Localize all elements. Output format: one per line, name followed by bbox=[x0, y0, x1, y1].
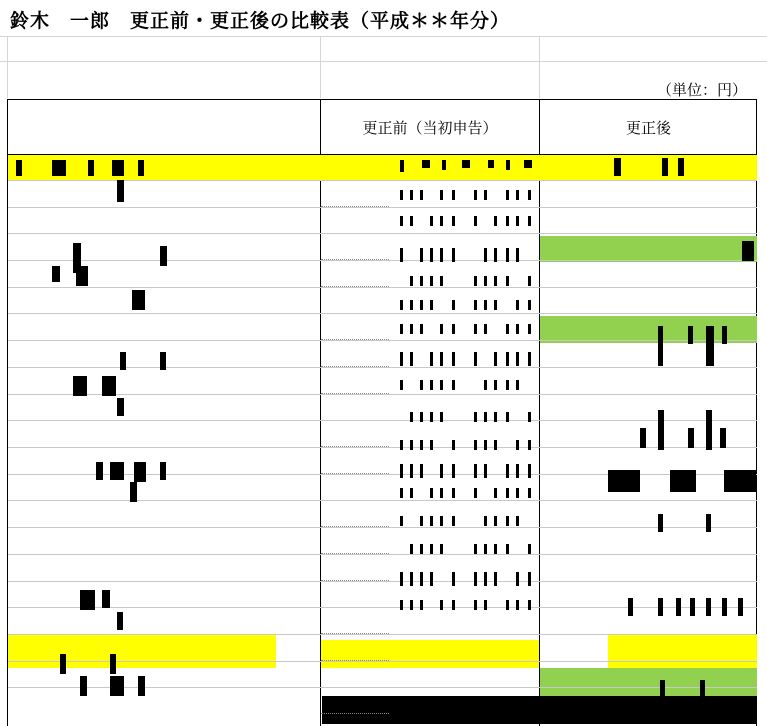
redacted-digit bbox=[516, 248, 519, 262]
redacted-digit bbox=[400, 324, 403, 334]
redacted-digit bbox=[528, 216, 531, 226]
redacted-digit bbox=[410, 300, 413, 310]
redacted-digit bbox=[452, 440, 455, 450]
redacted-digit bbox=[494, 544, 497, 554]
redacted-digit bbox=[516, 300, 519, 310]
redacted-digit bbox=[474, 300, 477, 310]
redacted-digit bbox=[452, 380, 455, 390]
redacted-digit bbox=[494, 516, 497, 526]
redacted-digit bbox=[440, 544, 443, 554]
redacted-digit bbox=[506, 516, 509, 526]
redacted-digit bbox=[474, 600, 477, 610]
redacted-digit bbox=[494, 352, 497, 366]
redacted-digit bbox=[484, 380, 487, 390]
redacted-digit bbox=[452, 248, 455, 262]
redacted-digit bbox=[474, 216, 477, 226]
redacted-digit bbox=[484, 324, 487, 334]
redacted-digit bbox=[410, 412, 413, 422]
redacted-digit bbox=[516, 380, 519, 390]
redacted-digit bbox=[410, 216, 413, 226]
redacted-digit bbox=[484, 248, 487, 262]
redacted-digit bbox=[420, 600, 423, 610]
redacted-digit bbox=[474, 488, 477, 498]
redacted-digit bbox=[430, 248, 433, 262]
redacted-digit bbox=[474, 324, 477, 334]
redacted-digit bbox=[420, 572, 423, 586]
redacted-digit bbox=[516, 440, 519, 450]
redacted-digit bbox=[420, 440, 423, 450]
redacted-digit bbox=[506, 216, 509, 226]
header-after: 更正後 bbox=[625, 118, 671, 137]
redacted-digit bbox=[452, 352, 455, 366]
redacted-digit bbox=[528, 464, 531, 478]
redacted-digit bbox=[440, 216, 443, 226]
redacted-digit bbox=[430, 412, 433, 422]
redacted-digit bbox=[528, 600, 531, 610]
redacted-digit bbox=[516, 352, 519, 366]
redacted-digit bbox=[420, 276, 423, 286]
redacted-digit bbox=[484, 516, 487, 526]
redacted-digit bbox=[452, 600, 455, 610]
redacted-digit bbox=[430, 488, 433, 498]
redacted-digit bbox=[400, 248, 403, 262]
redacted-digit bbox=[400, 440, 403, 450]
redacted-digit bbox=[528, 412, 531, 422]
redacted-digit bbox=[494, 248, 497, 262]
redacted-digit bbox=[484, 600, 487, 610]
redacted-digit bbox=[516, 324, 519, 334]
redacted-digit bbox=[516, 516, 519, 526]
redacted-digit bbox=[410, 352, 413, 366]
redacted-digit bbox=[440, 276, 443, 286]
redacted-digit bbox=[494, 276, 497, 286]
redacted-digit bbox=[528, 190, 531, 200]
redacted-digit bbox=[410, 440, 413, 450]
redacted-digit bbox=[400, 600, 403, 610]
redacted-digit bbox=[452, 190, 455, 200]
redacted-digit bbox=[484, 412, 487, 422]
redacted-digit bbox=[410, 488, 413, 498]
redacted-digit bbox=[430, 516, 433, 526]
redacted-digit bbox=[506, 190, 509, 200]
redacted-digit bbox=[474, 276, 477, 286]
redacted-digit bbox=[440, 516, 443, 526]
redacted-digit bbox=[430, 440, 433, 450]
redacted-digit bbox=[516, 572, 519, 586]
redacted-digit bbox=[400, 516, 403, 526]
redacted-digit bbox=[420, 248, 423, 262]
redacted-digit bbox=[474, 352, 477, 366]
redacted-digit bbox=[430, 380, 433, 390]
redacted-digit bbox=[506, 464, 509, 478]
redacted-digit bbox=[484, 190, 487, 200]
redacted-digit bbox=[420, 464, 423, 478]
redacted-digit bbox=[440, 190, 443, 200]
redacted-digit bbox=[400, 216, 403, 226]
redacted-digit bbox=[430, 572, 433, 586]
redacted-digit bbox=[440, 248, 443, 262]
redacted-digit bbox=[452, 516, 455, 526]
redacted-digit bbox=[420, 516, 423, 526]
redacted-digit bbox=[430, 352, 433, 366]
redacted-digit bbox=[506, 488, 509, 498]
document-title: 鈴木 一郎 更正前・更正後の比較表（平成＊＊年分） bbox=[10, 10, 511, 32]
redacted-digit bbox=[494, 488, 497, 498]
redacted-digit bbox=[400, 190, 403, 200]
redacted-digit bbox=[506, 352, 509, 366]
redacted-digit bbox=[528, 352, 531, 366]
redacted-digit bbox=[516, 488, 519, 498]
redacted-digit bbox=[410, 600, 413, 610]
redacted-digit bbox=[440, 324, 443, 334]
redacted-digit bbox=[430, 216, 433, 226]
redacted-digit bbox=[452, 488, 455, 498]
redacted-digit bbox=[494, 412, 497, 422]
redacted-digit bbox=[430, 276, 433, 286]
redacted-digit bbox=[506, 324, 509, 334]
redacted-digit bbox=[494, 440, 497, 450]
redacted-digit bbox=[452, 216, 455, 226]
redacted-digit bbox=[410, 544, 413, 554]
redacted-digit bbox=[506, 544, 509, 554]
redacted-digit bbox=[440, 412, 443, 422]
redacted-digit bbox=[400, 488, 403, 498]
redacted-digit bbox=[420, 412, 423, 422]
redacted-digit bbox=[484, 300, 487, 310]
redacted-digit bbox=[400, 572, 403, 586]
redacted-digit bbox=[506, 600, 509, 610]
redacted-digit bbox=[452, 572, 455, 586]
redacted-digit bbox=[516, 216, 519, 226]
redacted-digit bbox=[452, 464, 455, 478]
redacted-digit bbox=[420, 324, 423, 334]
redacted-digit bbox=[420, 380, 423, 390]
redacted-digit bbox=[440, 600, 443, 610]
unit-label: （単位：円） bbox=[656, 81, 747, 99]
redacted-digit bbox=[400, 352, 403, 366]
redacted-digit bbox=[400, 380, 403, 390]
redacted-digit bbox=[410, 276, 413, 286]
redacted-digit bbox=[400, 464, 403, 478]
redacted-digit bbox=[474, 412, 477, 422]
redacted-digit bbox=[528, 324, 531, 334]
redacted-digit bbox=[452, 300, 455, 310]
redacted-digit bbox=[528, 440, 531, 450]
redacted-digit bbox=[474, 440, 477, 450]
redacted-digit bbox=[440, 464, 443, 478]
redacted-digit bbox=[410, 324, 413, 334]
redacted-digit bbox=[528, 300, 531, 310]
redacted-digit bbox=[528, 488, 531, 498]
redacted-digit bbox=[494, 300, 497, 310]
redacted-digit bbox=[440, 380, 443, 390]
redacted-digit bbox=[528, 572, 531, 586]
redacted-digit bbox=[484, 464, 487, 478]
redacted-digit bbox=[494, 380, 497, 390]
redacted-digit bbox=[506, 412, 509, 422]
redacted-digit bbox=[420, 544, 423, 554]
redacted-digit bbox=[484, 572, 487, 586]
redacted-digit bbox=[474, 190, 477, 200]
redacted-digit bbox=[506, 248, 509, 262]
redacted-digit bbox=[474, 464, 477, 478]
redacted-digit bbox=[420, 300, 423, 310]
redacted-digit bbox=[474, 572, 477, 586]
redacted-digit bbox=[516, 464, 519, 478]
redacted-digit bbox=[484, 440, 487, 450]
redacted-digit bbox=[400, 300, 403, 310]
header-before: 更正前（当初申告） bbox=[362, 118, 498, 137]
redacted-digit bbox=[410, 572, 413, 586]
redacted-digit bbox=[484, 276, 487, 286]
redacted-digit bbox=[440, 352, 443, 366]
redacted-digit bbox=[506, 380, 509, 390]
redacted-digit bbox=[506, 276, 509, 286]
redacted-digit bbox=[528, 276, 531, 286]
redacted-digit bbox=[452, 324, 455, 334]
redacted-digit bbox=[430, 544, 433, 554]
redacted-digit bbox=[474, 544, 477, 554]
redacted-digit bbox=[528, 544, 531, 554]
redacted-digit bbox=[410, 464, 413, 478]
redacted-digit bbox=[494, 572, 497, 586]
redacted-digit bbox=[430, 300, 433, 310]
redacted-digit bbox=[516, 190, 519, 200]
redacted-digit bbox=[440, 488, 443, 498]
redacted-digit bbox=[420, 190, 423, 200]
redacted-digit bbox=[516, 600, 519, 610]
redacted-digit bbox=[494, 216, 497, 226]
redacted-digit bbox=[410, 190, 413, 200]
redacted-digit bbox=[484, 544, 487, 554]
